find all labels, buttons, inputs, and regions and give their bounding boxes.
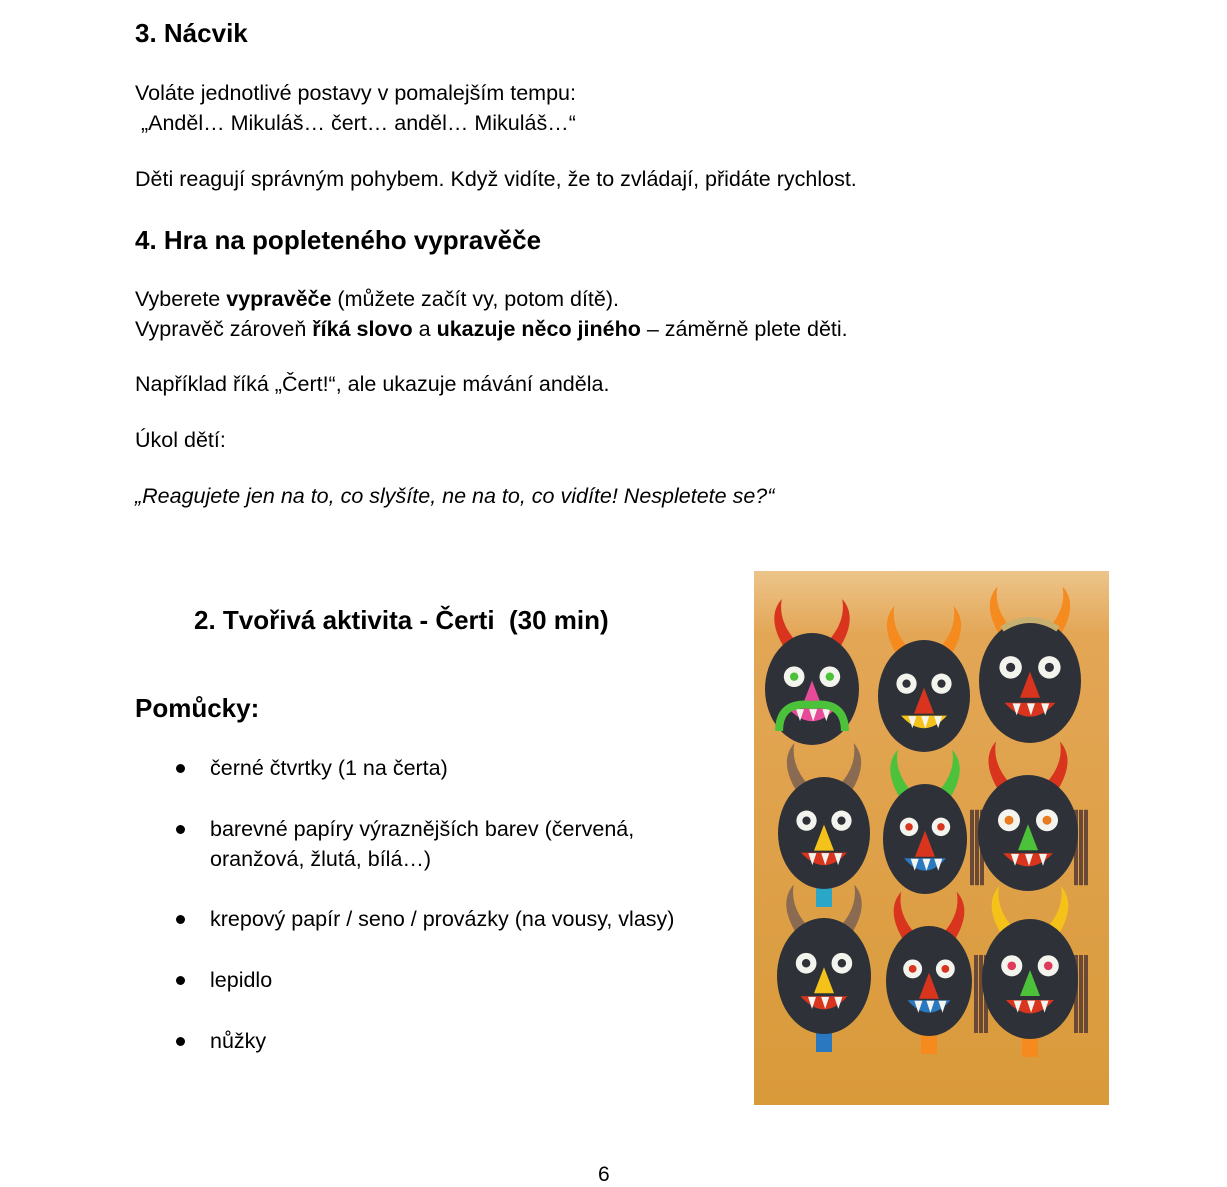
eye-pupil [937, 823, 945, 831]
heading-hra-na-vypravece: 4. Hra na popleteného vypravěče [135, 225, 542, 255]
paragraph-vypravec [135, 317, 848, 342]
eye-pupil [790, 672, 798, 680]
bold-text: ukazuje něco jiného [436, 317, 641, 341]
text: a [412, 317, 437, 341]
text: – záměrně plete děti. [640, 317, 848, 341]
hair-strand [1084, 810, 1088, 885]
list-item-text: oranžová, žlutá, bílá…) [210, 847, 432, 871]
paragraph-vyberete [135, 287, 619, 312]
eye-pupil [802, 817, 810, 825]
eye-pupil [909, 965, 917, 973]
quote-italic: „Reagujete jen na to, co slyšíte, ne na to, co vidíte! Nespletete se?“ [135, 484, 775, 508]
hair-strand [974, 955, 978, 1033]
eye-pupil [1006, 663, 1015, 672]
eye-pupil [1007, 961, 1016, 970]
eye-pupil [838, 959, 846, 967]
hair-strand [970, 810, 974, 885]
paragraph-line: „Anděl… Mikuláš… čert… anděl… Mikuláš…“ [135, 111, 576, 135]
text: (můžete začít vy, potom dítě). [331, 287, 619, 311]
hair-strand [1079, 810, 1083, 885]
paragraph-priklad: Například říká „Čert!“, ale ukazuje mávání anděla. [135, 372, 610, 396]
bullet-icon [176, 915, 185, 924]
devil-masks-photo [754, 571, 1109, 1105]
text: Vyberete [135, 287, 227, 311]
hair-strand [975, 810, 979, 885]
eye-pupil [826, 672, 834, 680]
list-item-text: lepidlo [210, 968, 273, 992]
page-number: 6 [598, 1163, 610, 1186]
bullet-icon [176, 825, 185, 834]
paragraph-line: Děti reagují správným pohybem. Když vidíte, že to zvládají, přidáte rychlost. [135, 167, 857, 191]
bullet-icon [176, 764, 185, 773]
hair-strand [1084, 955, 1088, 1033]
eye-pupil [1043, 816, 1052, 825]
bullet-icon [176, 1037, 185, 1046]
heading-nacvik: 3. Nácvik [135, 18, 248, 48]
bullet-icon [176, 976, 185, 985]
eye-pupil [837, 817, 845, 825]
list-item-text: krepový papír / seno / provázky (na vousy, vlasy) [210, 907, 675, 931]
paragraph-line: Voláte jednotlivé postavy v pomalejším tempu: [135, 81, 576, 105]
eye-pupil [802, 959, 810, 967]
bold-text: říká slovo [312, 317, 413, 341]
eye-pupil [941, 965, 949, 973]
text: Vypravěč zároveň [135, 317, 313, 341]
paragraph-ukol: Úkol dětí: [135, 428, 226, 452]
heading-pomucky: Pomůcky: [135, 693, 260, 723]
eye-pupil [902, 680, 910, 688]
eye-pupil [1044, 961, 1053, 970]
bold-text: vypravěče [226, 287, 332, 311]
eye-pupil [1045, 663, 1054, 672]
hair-strand [979, 955, 983, 1033]
list-item-text: nůžky [210, 1029, 267, 1053]
eye-pupil [937, 680, 945, 688]
list-item-text: barevné papíry výraznějších barev (červená, [210, 817, 635, 841]
masks-group [765, 587, 1088, 1058]
heading-tvoriva-aktivita: 2. Tvořivá aktivita - Čerti (30 min) [194, 605, 609, 635]
eye-pupil [905, 823, 913, 831]
eye-pupil [1005, 816, 1014, 825]
hair-strand [1079, 955, 1083, 1033]
list-item-text: černé čtvrtky (1 na čerta) [210, 756, 448, 780]
